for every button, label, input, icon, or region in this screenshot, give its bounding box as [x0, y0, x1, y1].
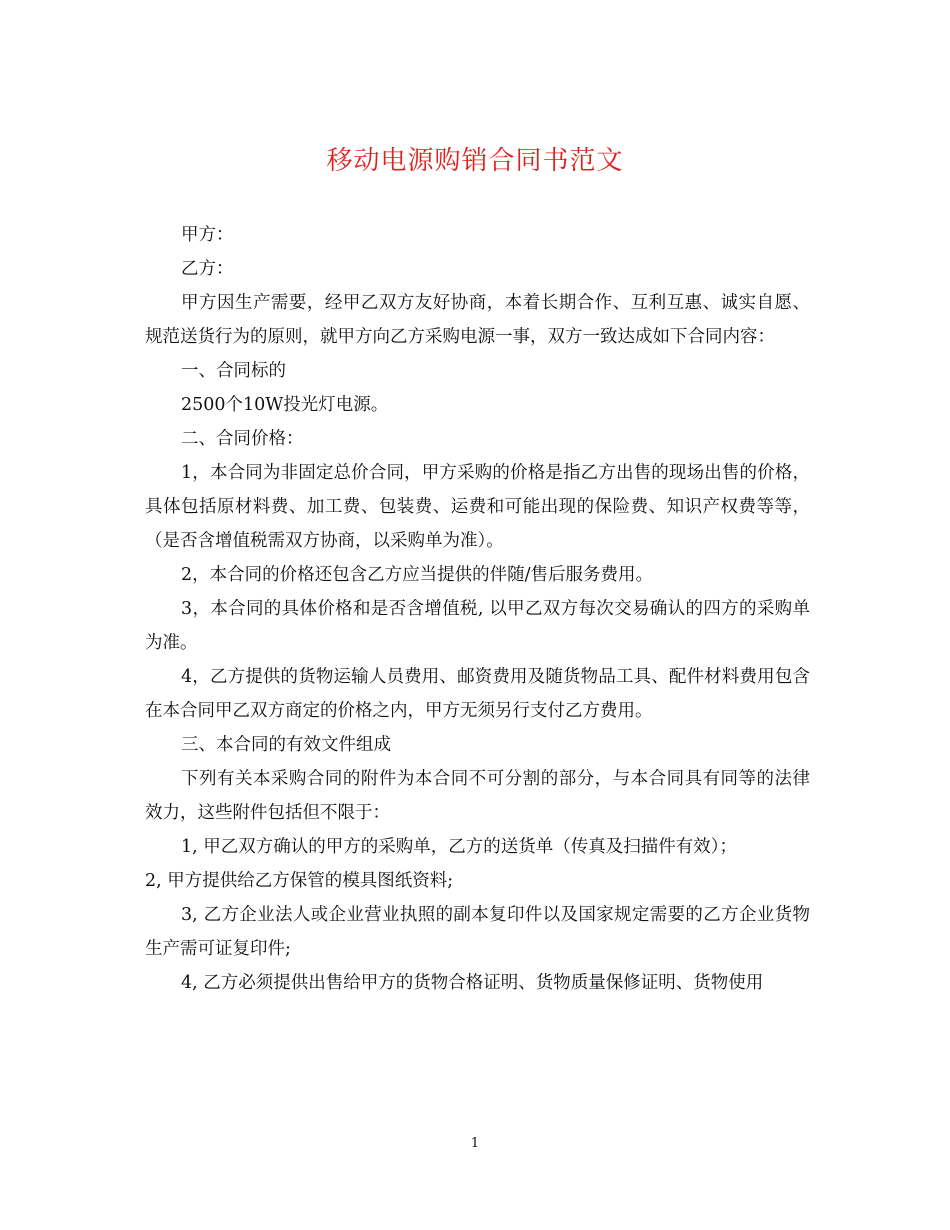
- paragraph: 二、合同价格：: [181, 429, 304, 449]
- paragraph: 乙方：: [181, 259, 234, 279]
- paragraph: 甲方因生产需要，经甲乙双方友好协商，本着长期合作、互利互惠、诚实自愿、规范送货行为的原则，就甲方向乙方采购电源一事，双方一致达成如下合同内容：: [145, 293, 810, 347]
- paragraph: 2，本合同的价格还包含乙方应当提供的伴随/售后服务费用。: [181, 565, 654, 585]
- document-title: 移动电源购销合同书范文: [326, 146, 624, 176]
- paragraph: 4，乙方提供的货物运输人员费用、邮资费用及随货物品工具、配件材料费用包含在本合同甲乙双方商定的价格之内，甲方无须另行支付乙方费用。: [145, 667, 810, 721]
- paragraph: 甲方：: [181, 225, 234, 245]
- paragraph: 2, 甲方提供给乙方保管的模具图纸资料;: [145, 871, 454, 891]
- paragraph: 下列有关本采购合同的附件为本合同不可分割的部分，与本合同具有同等的法律效力，这些附件包括但不限于：: [145, 769, 810, 823]
- paragraph: 2500个10W投光灯电源。: [181, 395, 389, 415]
- paragraph: 一、合同标的: [181, 361, 286, 381]
- paragraph: 1，本合同为非固定总价合同，甲方采购的价格是指乙方出售的现场出售的价格，具体包括原材料费、加工费、包装费、运费和可能出现的保险费、知识产权费等等，（是否含增值税需双方协商，以采购单为准）。: [145, 463, 810, 551]
- document-body: [145, 218, 810, 1000]
- paragraph: 4, 乙方必须提供出售给甲方的货物合格证明、货物质量保修证明、货物使用: [181, 973, 764, 993]
- paragraph: 三、本合同的有效文件组成: [181, 735, 391, 755]
- paragraph: 3, 乙方企业法人或企业营业执照的副本复印件以及国家规定需要的乙方企业货物生产需可证复印件;: [145, 905, 810, 959]
- paragraph: 1, 甲乙双方确认的甲方的采购单，乙方的送货单（传真及扫描件有效）；: [181, 837, 738, 857]
- page-number: 1: [470, 1136, 480, 1151]
- paragraph: 3，本合同的具体价格和是否含增值税, 以甲乙双方每次交易确认的四方的采购单为准。: [145, 599, 810, 653]
